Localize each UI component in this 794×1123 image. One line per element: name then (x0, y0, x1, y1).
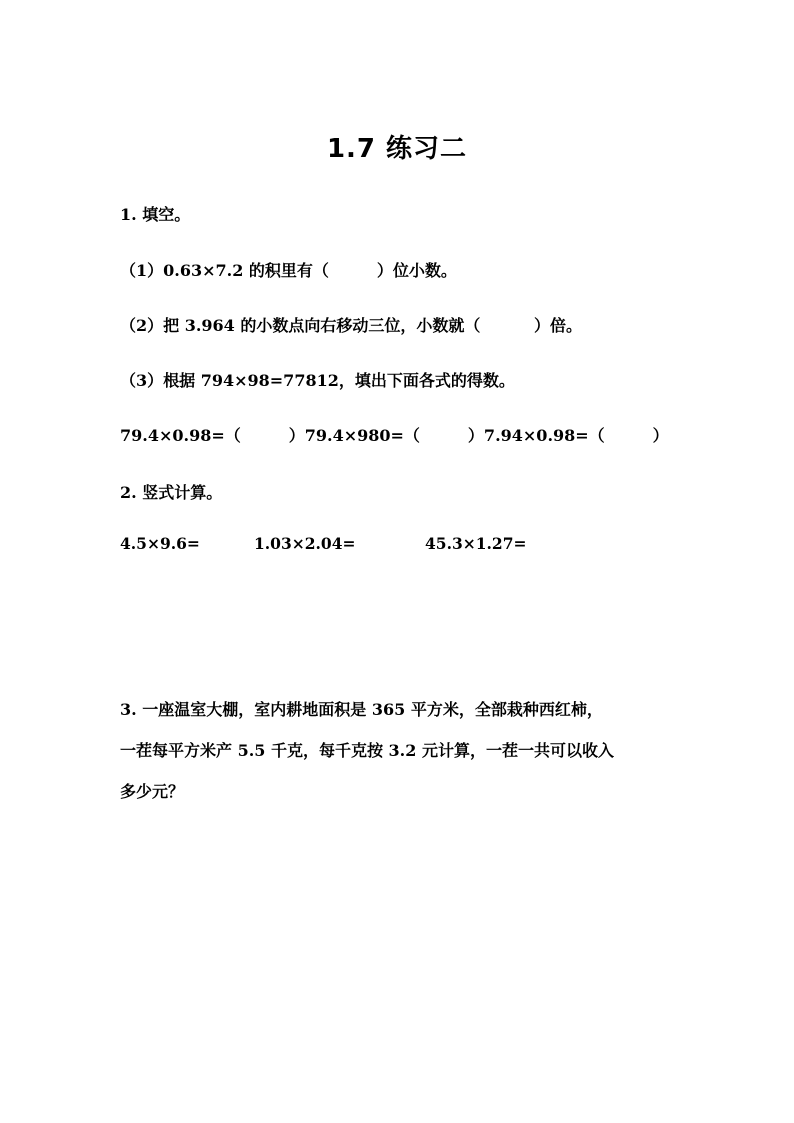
question-1-equations: 79.4×0.98=（ ）79.4×980=（ ）7.94×0.98=（ ） (120, 426, 669, 445)
calc-expression-3: 45.3×1.27= (425, 534, 527, 553)
question-1-heading: 1. 填空。 (120, 205, 191, 224)
calc-expression-1: 4.5×9.6= (120, 534, 200, 553)
question-1-part-2: （2）把 3.964 的小数点向右移动三位，小数就（ ）倍。 (120, 316, 582, 335)
page-title: 1.7 练习二 (326, 134, 468, 164)
question-3-line-3: 多少元？ (120, 782, 185, 801)
question-3-line-1: 3. 一座温室大棚，室内耕地面积是 365 平方米，全部栽种西红柿， (120, 700, 603, 719)
calc-expression-2: 1.03×2.04= (254, 534, 356, 553)
question-3-line-2: 一茬每平方米产 5.5 千克，每千克按 3.2 元计算，一茬一共可以收入 (120, 741, 614, 760)
question-2-heading: 2. 竖式计算。 (120, 483, 223, 502)
question-1-part-3: （3）根据 794×98=77812，填出下面各式的得数。 (120, 371, 515, 390)
question-1-part-1: （1）0.63×7.2 的积里有（ ）位小数。 (120, 261, 457, 280)
